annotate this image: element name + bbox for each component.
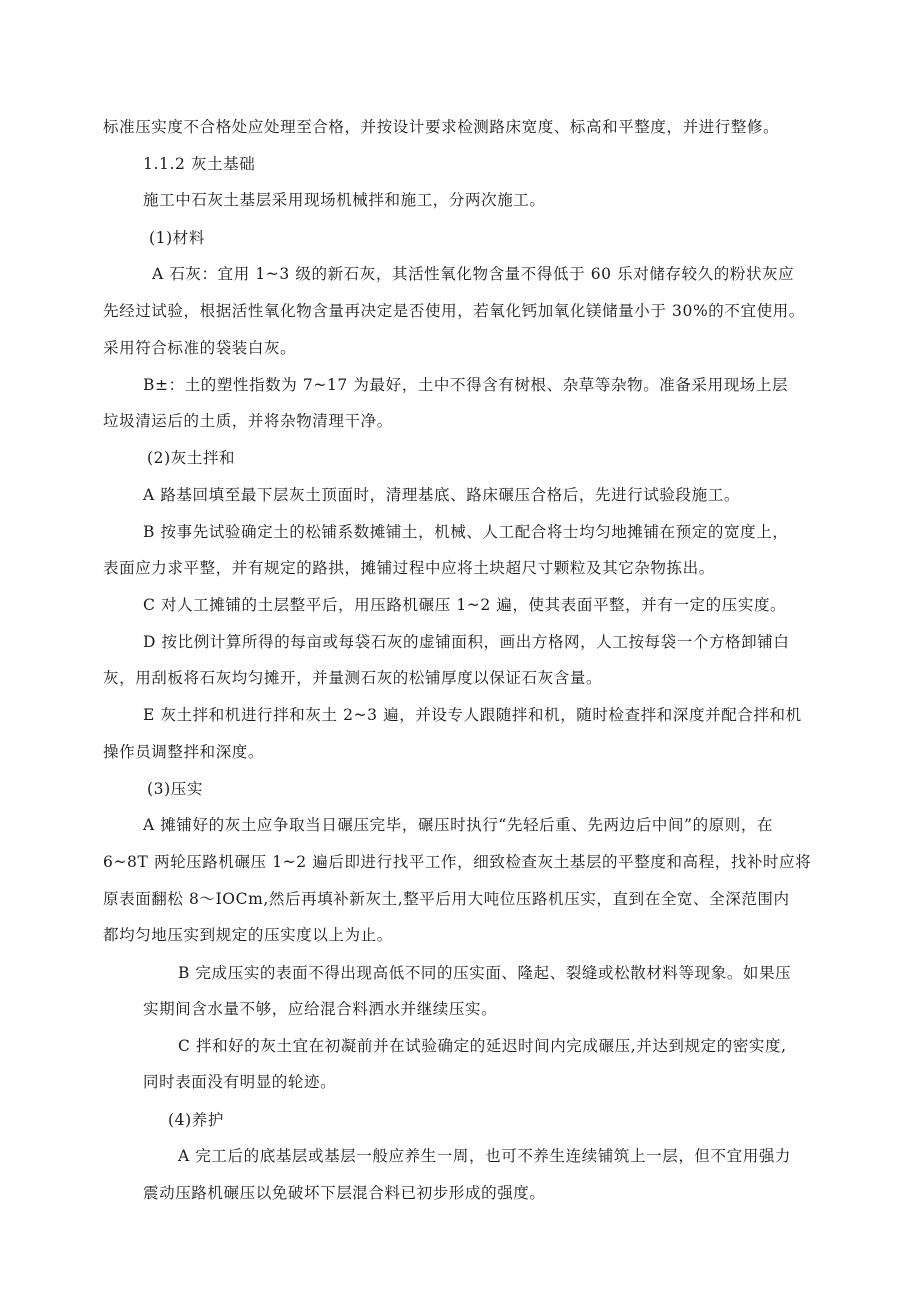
paragraph-line: D 按比例计算所得的每亩或每袋石灰的虚铺面积，画出方格网，人工按每袋一个方格卸铺白 [143, 633, 790, 651]
paragraph-line: 同时表面没有明显的轮迹。 [143, 1073, 337, 1091]
paragraph-line: 标准压实度不合格处应处理至合格，并按设计要求检测路床宽度、标高和平整度，并进行整修。 [103, 118, 780, 136]
subheading: (1)材料 [149, 229, 205, 247]
paragraph-line: C 对人工摊铺的土层整平后，用压路机碾压 1~2 遍，使其表面平整，并有一定的压实度。 [143, 596, 787, 614]
paragraph-line: 采用符合标准的袋装白灰。 [103, 339, 297, 357]
paragraph-line: B±：土的塑性指数为 7~17 为最好，土中不得含有树根、杂草等杂物。准备采用现场上层 [143, 376, 789, 394]
paragraph-line: 实期间含水量不够，应给混合料洒水并继续压实。 [143, 1000, 498, 1018]
paragraph-line: 垃圾清运后的土质，并将杂物清理干净。 [103, 412, 393, 430]
paragraph-line: B 完成压实的表面不得出现高低不同的压实面、隆起、裂缝或松散材料等现象。如果压 [178, 964, 792, 982]
paragraph-line: 都均匀地压实到规定的压实度以上为止。 [103, 926, 393, 944]
paragraph-line: 灰，用刮板将石灰均匀摊开，并量测石灰的松铺厚度以保证石灰含量。 [103, 669, 603, 687]
paragraph-line: B 按事先试验确定土的松铺系数摊铺土，机械、人工配合将士均匀地摊铺在预定的宽度上， [143, 523, 789, 541]
paragraph-line: A 石灰：宜用 1~3 级的新石灰，其活性氧化物含量不得低于 60 乐对储存较久的粉状灰应 [152, 265, 795, 283]
paragraph-line: 先经过试验，根据活性氧化物含量再决定是否使用，若氧化钙加氧化镁储量小于 30%的不宜使用。 [103, 302, 805, 320]
paragraph-line: 6~8T 两轮压路机碾压 1~2 遍后即进行找平工作，细致检查灰土基层的平整度和高程，找补时应将 [103, 853, 812, 871]
paragraph-line: 施工中石灰土基层采用现场机械拌和施工，分两次施工。 [143, 191, 546, 209]
paragraph-line: A 完工后的底基层或基层一般应养生一周，也可不养生连续铺筑上一层，但不宜用强力 [178, 1147, 792, 1165]
paragraph-line: E 灰土拌和机进行拌和灰土 2~3 遍，并设专人跟随拌和机，随时检查拌和深度并配合拌和机 [143, 706, 802, 724]
paragraph-line: 操作员调整拌和深度。 [103, 743, 265, 761]
paragraph-line: 表面应力求平整，并有规定的路拱，摊铺过程中应将土块超尺寸颗粒及其它杂物拣出。 [103, 559, 715, 577]
paragraph-line: 原表面翻松 8～IOCm,然后再填补新灰土,整平后用大吨位压路机压实，直到在全宽、全深范围内 [103, 890, 790, 908]
section-heading: 1.1.2 灰土基础 [143, 155, 256, 173]
subheading: (2)灰土拌和 [147, 449, 236, 467]
paragraph-line: 震动压路机碾压以免破坏下层混合料已初步形成的强度。 [143, 1184, 546, 1202]
subheading: (4)养护 [168, 1111, 224, 1129]
subheading: (3)压实 [147, 780, 203, 798]
paragraph-line: A 路基回填至最下层灰土顶面时，清理基底、路床碾压合格后，先进行试验段施工。 [143, 486, 740, 504]
paragraph-line: A 摊铺好的灰土应争取当日碾压完毕，碾压时执行“先轻后重、先两边后中间”的原则，在 [143, 816, 774, 834]
paragraph-line: C 拌和好的灰土宜在初凝前并在试验确定的延迟时间内完成碾压,并达到规定的密实度, [178, 1037, 787, 1055]
